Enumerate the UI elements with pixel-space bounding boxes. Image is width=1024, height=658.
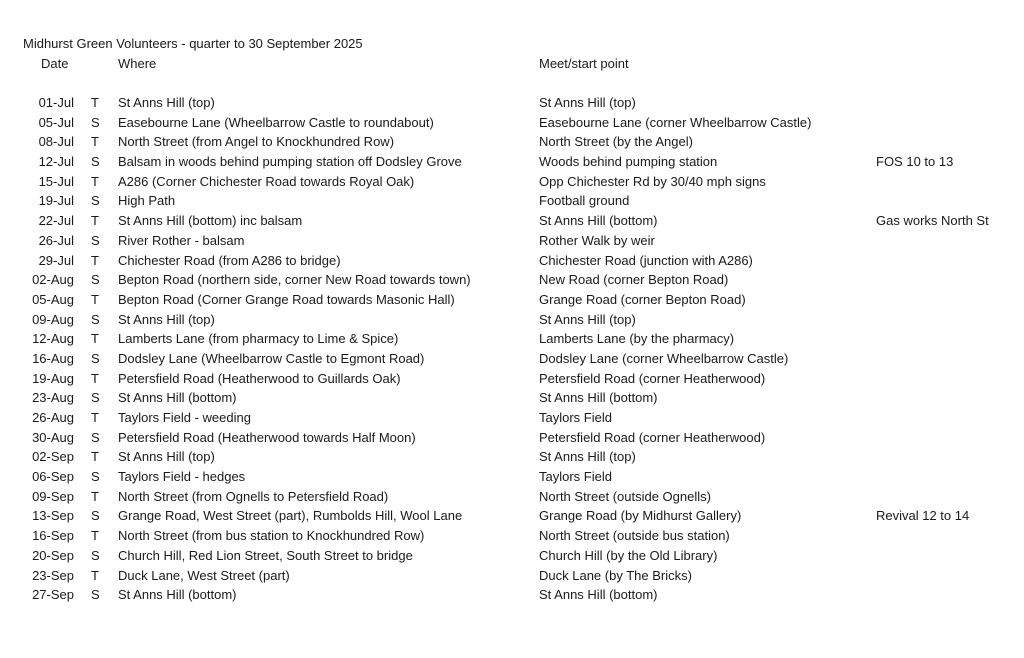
row-day: T xyxy=(91,134,99,150)
row-day: S xyxy=(91,508,100,524)
row-day: T xyxy=(91,252,99,268)
row-where: Duck Lane, West Street (part) xyxy=(118,567,290,583)
table-row xyxy=(0,548,1024,568)
table-row xyxy=(0,449,1024,469)
row-where: Grange Road, West Street (part), Rumbolds Hill, Wool Lane xyxy=(118,508,463,524)
row-date: 19-Aug xyxy=(32,370,74,386)
row-meet: St Anns Hill (bottom) xyxy=(539,587,658,603)
row-meet: Rother Walk by weir xyxy=(539,232,655,248)
row-day: S xyxy=(91,311,100,327)
row-meet: St Anns Hill (bottom) xyxy=(539,213,658,229)
row-date: 20-Sep xyxy=(32,547,74,563)
table-row xyxy=(0,469,1024,489)
row-day: S xyxy=(91,114,100,130)
row-where: North Street (from Ognells to Petersfield Road) xyxy=(118,488,389,504)
row-day: S xyxy=(91,547,100,563)
row-date: 01-Jul xyxy=(38,95,74,110)
table-row xyxy=(0,390,1024,410)
schedule-rows xyxy=(0,95,1024,607)
table-row xyxy=(0,489,1024,509)
row-date: 26-Jul xyxy=(38,232,74,248)
row-where: Bepton Road (northern side, corner New Road towards town) xyxy=(118,272,471,288)
table-row xyxy=(0,371,1024,391)
table-row xyxy=(0,174,1024,194)
row-day: S xyxy=(91,429,100,445)
row-where: North Street (from bus station to Knockhundred Row) xyxy=(118,528,425,544)
row-day: S xyxy=(91,193,100,209)
row-date: 16-Aug xyxy=(32,350,74,366)
row-date: 19-Jul xyxy=(38,193,74,209)
row-meet: Taylors Field xyxy=(539,469,612,485)
table-row xyxy=(0,233,1024,253)
row-day: T xyxy=(91,567,99,583)
table-row xyxy=(0,568,1024,588)
row-day: S xyxy=(91,272,100,288)
row-date: 08-Jul xyxy=(38,134,74,150)
row-where: St Anns Hill (bottom) xyxy=(118,390,237,406)
row-where: St Anns Hill (top) xyxy=(118,449,215,465)
table-row xyxy=(0,213,1024,233)
table-row xyxy=(0,154,1024,174)
row-where: St Anns Hill (bottom) inc balsam xyxy=(118,213,303,229)
row-date: 26-Aug xyxy=(32,410,74,425)
header-date: Date xyxy=(41,56,69,71)
row-meet: North Street (outside bus station) xyxy=(539,528,730,544)
row-where: River Rother - balsam xyxy=(118,232,245,248)
row-day: T xyxy=(91,213,99,229)
row-meet: Easebourne Lane (corner Wheelbarrow Castle) xyxy=(539,114,812,130)
row-where: High Path xyxy=(118,193,176,209)
row-where: St Anns Hill (bottom) xyxy=(118,587,237,603)
row-day: S xyxy=(91,390,100,406)
table-row xyxy=(0,528,1024,548)
row-where: Balsam in woods behind pumping station off Dodsley Grove xyxy=(118,154,462,170)
row-date: 13-Sep xyxy=(32,508,74,524)
row-day: S xyxy=(91,350,100,366)
sheet-title: Midhurst Green Volunteers - quarter to 30 September 2025 xyxy=(23,36,363,51)
row-where: Petersfield Road (Heatherwood to Guillards Oak) xyxy=(118,370,401,386)
row-meet: North Street (outside Ognells) xyxy=(539,488,711,504)
row-meet: Opp Chichester Rd by 30/40 mph signs xyxy=(539,173,766,189)
row-date: 29-Jul xyxy=(38,252,74,268)
row-day: T xyxy=(91,370,99,386)
row-day: S xyxy=(91,469,100,485)
row-meet: Grange Road (corner Bepton Road) xyxy=(539,291,746,307)
table-row xyxy=(0,95,1024,115)
row-where: Lamberts Lane (from pharmacy to Lime & Spice) xyxy=(118,331,399,347)
table-row xyxy=(0,292,1024,312)
row-meet: St Anns Hill (top) xyxy=(539,311,636,327)
row-day: T xyxy=(91,95,99,110)
table-row xyxy=(0,193,1024,213)
row-day: T xyxy=(91,488,99,504)
row-where: Bepton Road (Corner Grange Road towards Masonic Hall) xyxy=(118,291,455,307)
row-note: FOS 10 to 13 xyxy=(876,154,954,170)
row-day: T xyxy=(91,410,99,425)
row-day: T xyxy=(91,331,99,347)
row-note: Revival 12 to 14 xyxy=(876,508,970,524)
row-meet: Dodsley Lane (corner Wheelbarrow Castle) xyxy=(539,350,789,366)
row-note: Gas works North St xyxy=(876,213,989,229)
row-date: 23-Sep xyxy=(32,567,74,583)
row-meet: Lamberts Lane (by the pharmacy) xyxy=(539,331,735,347)
row-meet: Petersfield Road (corner Heatherwood) xyxy=(539,370,766,386)
row-day: T xyxy=(91,528,99,544)
header-where: Where xyxy=(118,56,157,71)
row-date: 09-Aug xyxy=(32,311,74,327)
row-meet: Chichester Road (junction with A286) xyxy=(539,252,753,268)
row-date: 23-Aug xyxy=(32,390,74,406)
row-day: T xyxy=(91,291,99,307)
row-day: S xyxy=(91,232,100,248)
row-where: Easebourne Lane (Wheelbarrow Castle to roundabout) xyxy=(118,114,434,130)
table-row xyxy=(0,587,1024,607)
row-day: T xyxy=(91,449,99,465)
row-meet: Taylors Field xyxy=(539,410,612,425)
row-date: 05-Jul xyxy=(38,114,74,130)
row-where: A286 (Corner Chichester Road towards Royal Oak) xyxy=(118,173,415,189)
row-where: Dodsley Lane (Wheelbarrow Castle to Egmont Road) xyxy=(118,350,425,366)
row-date: 12-Jul xyxy=(38,154,74,170)
row-meet: North Street (by the Angel) xyxy=(539,134,693,150)
row-where: Taylors Field - weeding xyxy=(118,410,251,425)
row-where: St Anns Hill (top) xyxy=(118,95,215,110)
table-row xyxy=(0,508,1024,528)
row-date: 16-Sep xyxy=(32,528,74,544)
row-meet: Grange Road (by Midhurst Gallery) xyxy=(539,508,742,524)
row-meet: St Anns Hill (top) xyxy=(539,95,636,110)
row-meet: Petersfield Road (corner Heatherwood) xyxy=(539,429,766,445)
row-meet: St Anns Hill (top) xyxy=(539,449,636,465)
row-date: 15-Jul xyxy=(38,173,74,189)
table-row xyxy=(0,430,1024,450)
row-meet: New Road (corner Bepton Road) xyxy=(539,272,729,288)
row-where: North Street (from Angel to Knockhundred Row) xyxy=(118,134,395,150)
row-meet: Duck Lane (by The Bricks) xyxy=(539,567,692,583)
row-where: St Anns Hill (top) xyxy=(118,311,215,327)
row-date: 22-Jul xyxy=(38,213,74,229)
row-where: Petersfield Road (Heatherwood towards Half Moon) xyxy=(118,429,416,445)
table-row xyxy=(0,115,1024,135)
row-meet: Woods behind pumping station xyxy=(539,154,718,170)
row-date: 09-Sep xyxy=(32,488,74,504)
table-row xyxy=(0,253,1024,273)
row-where: Church Hill, Red Lion Street, South Street to bridge xyxy=(118,547,413,563)
table-row xyxy=(0,351,1024,371)
row-date: 30-Aug xyxy=(32,429,74,445)
row-date: 02-Aug xyxy=(32,272,74,288)
row-date: 02-Sep xyxy=(32,449,74,465)
row-meet: Church Hill (by the Old Library) xyxy=(539,547,718,563)
row-where: Chichester Road (from A286 to bridge) xyxy=(118,252,341,268)
table-row xyxy=(0,331,1024,351)
row-meet: Football ground xyxy=(539,193,630,209)
table-row xyxy=(0,312,1024,332)
row-day: S xyxy=(91,154,100,170)
row-date: 06-Sep xyxy=(32,469,74,485)
row-date: 12-Aug xyxy=(32,331,74,347)
row-meet: St Anns Hill (bottom) xyxy=(539,390,658,406)
row-date: 27-Sep xyxy=(32,587,74,603)
row-where: Taylors Field - hedges xyxy=(118,469,246,485)
table-row xyxy=(0,410,1024,430)
row-date: 05-Aug xyxy=(32,291,74,307)
header-meet: Meet/start point xyxy=(539,56,629,71)
table-row xyxy=(0,134,1024,154)
row-day: T xyxy=(91,173,99,189)
table-row xyxy=(0,272,1024,292)
row-day: S xyxy=(91,587,100,603)
